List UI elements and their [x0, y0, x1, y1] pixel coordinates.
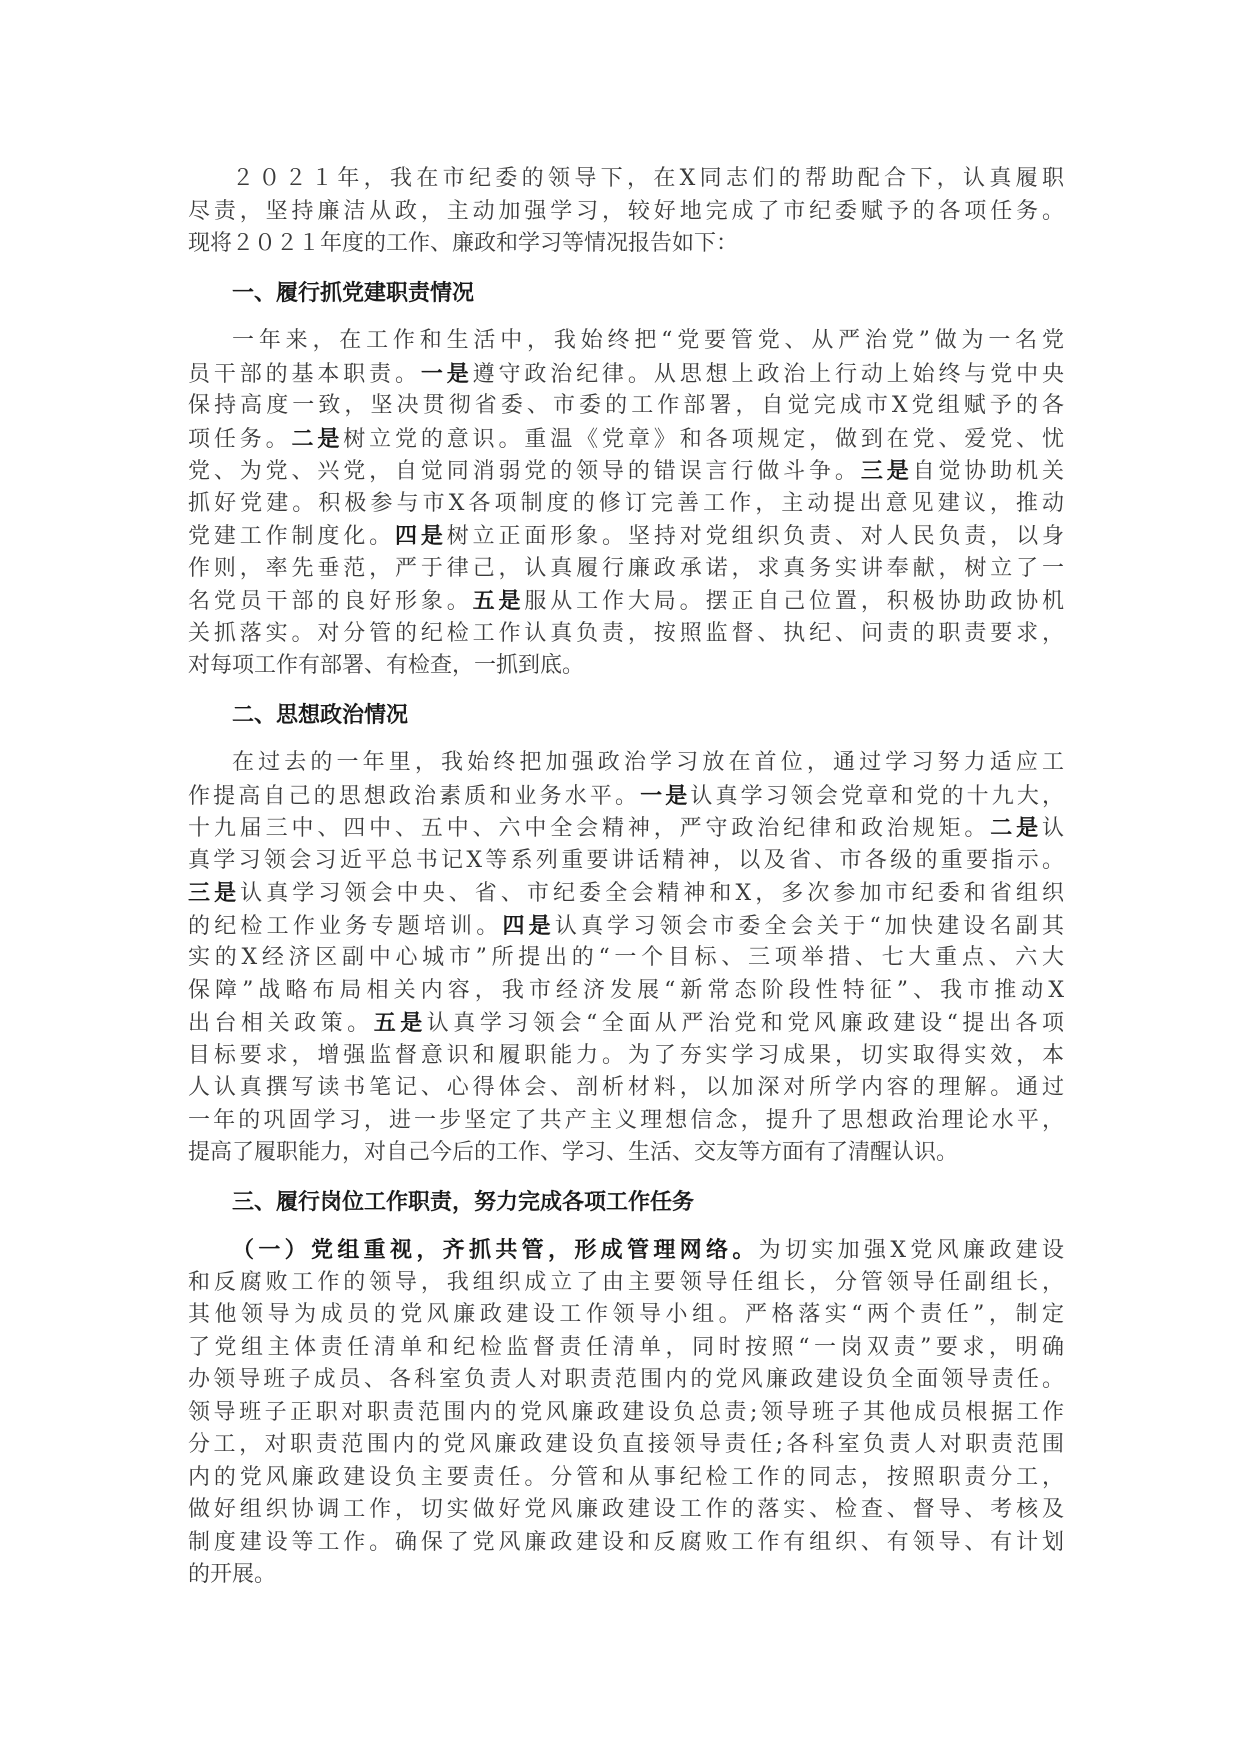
text-segment: 树立党的意识。重温《党章》和各项规定，做到在党、爱党、忧	[343, 426, 1064, 452]
text-segment: 办领导班子成员、各科室负责人对职责范围内的党风廉政建设负全面领导责任。	[188, 1367, 1064, 1392]
bold-text: 三是	[860, 458, 913, 484]
text-line	[188, 1462, 1064, 1495]
text-segment: 现将２０２１年度的工作、廉政和学习等情况报告如下：	[188, 231, 739, 256]
text-segment: 树立正面形象。坚持对党组织负责、对人民负责，以身	[446, 524, 1064, 549]
text-segment: 目标要求，增强监督意识和履职能力。为了夯实学习成果，切实取得实效，本	[188, 1042, 1064, 1068]
text-segment: 一年来，在工作和生活中，我始终把“党要管党、从严治党”做为一名党	[232, 328, 1064, 353]
text-segment: 和反腐败工作的领导，我组织成立了由主要领导任组长，分管领导任副组长，	[188, 1269, 1064, 1295]
text-segment: 作则，率先垂范，严于律己，认真履行廉政承诺，求真务实讲奉献，树立了一	[188, 555, 1064, 581]
section-heading: 二、思想政治情况	[232, 701, 409, 728]
text-segment: 名党员干部的良好形象。	[188, 589, 473, 614]
text-line	[188, 358, 1064, 391]
text-line	[188, 1559, 1064, 1592]
text-segment: 认真学习领会中央、省、市纪委全会精神和X，多次参加市纪委和省组织	[240, 881, 1064, 906]
text-segment: 遵守政治纪律。从思想上政治上行动上始终与党中央	[472, 361, 1064, 387]
text-segment: 了党组主体责任清单和纪检监督责任清单，同时按照“一岗双责”要求，明确	[188, 1334, 1064, 1360]
bold-text: 五是	[472, 588, 525, 614]
text-segment: 为切实加强X党风廉政建设	[758, 1238, 1064, 1263]
text-segment: 认真学习领会市委全会关于“加快建设名副其	[554, 913, 1064, 939]
text-segment: 出台相关政策。	[188, 1011, 374, 1036]
bold-text: 五是	[373, 1010, 427, 1036]
text-segment: ２０２１年，我在市纪委的领导下，在X同志们的帮助配合下，认真履职	[232, 166, 1064, 191]
text-segment: 认	[1041, 816, 1064, 841]
text-segment: 对每项工作有部署、有检查，一抓到底。	[188, 653, 585, 678]
text-line	[188, 780, 1064, 813]
paragraph	[188, 747, 1064, 1170]
text-segment: 的开展。	[188, 1562, 277, 1587]
text-segment: 党建工作制度化。	[188, 524, 396, 549]
text-segment: 作提高自己的思想政治素质和业务水平。	[188, 783, 641, 809]
text-segment: 领导班子正职对职责范围内的党风廉政建设负总责;领导班子其他成员根据工作	[188, 1399, 1064, 1425]
text-line	[188, 1364, 1064, 1397]
document-page	[188, 163, 1064, 1592]
text-segment: 抓好党建。积极参与市X各项制度的修订完善工作，主动提出意见建议，推动	[188, 490, 1064, 516]
text-line	[188, 228, 1064, 261]
text-segment: 制度建设等工作。确保了党风廉政建设和反腐败工作有组织、有领导、有计划	[188, 1529, 1064, 1555]
text-line	[188, 1332, 1064, 1365]
text-line	[188, 163, 1064, 196]
text-segment: 员干部的基本职责。	[188, 361, 421, 387]
text-line	[188, 845, 1064, 878]
text-segment: 的纪检工作业务专题培训。	[188, 913, 503, 939]
text-line	[188, 1234, 1064, 1267]
text-segment: 自觉协助机关	[912, 459, 1064, 484]
text-segment: 项任务。	[188, 426, 292, 452]
text-line	[188, 390, 1064, 423]
text-line	[188, 1299, 1064, 1332]
text-line	[188, 910, 1064, 943]
text-line	[188, 455, 1064, 488]
text-line	[188, 1040, 1064, 1073]
text-line	[188, 747, 1064, 780]
text-segment: 其他领导为成员的党风廉政建设工作领导小组。严格落实“两个责任”，制定	[188, 1302, 1064, 1327]
text-segment: 人认真撰写读书笔记、心得体会、剖析材料，以加深对所学内容的理解。通过	[188, 1075, 1064, 1100]
text-segment: 做好组织协调工作，切实做好党风廉政建设工作的落实、检查、督导、考核及	[188, 1497, 1064, 1522]
text-line	[188, 618, 1064, 651]
text-line	[188, 1267, 1064, 1300]
section-heading: 三、履行岗位工作职责，努力完成各项工作任务	[232, 1188, 695, 1215]
text-line	[188, 1137, 1064, 1170]
section-heading: 一、履行抓党建职责情况	[232, 279, 475, 306]
text-line	[188, 325, 1064, 358]
bold-text: 二是	[990, 815, 1042, 841]
text-segment: 关抓落实。对分管的纪检工作认真负责，按照监督、执纪、问责的职责要求，	[188, 620, 1064, 646]
text-line	[188, 1007, 1064, 1040]
text-segment: 保障”战略布局相关内容，我市经济发展“新常态阶段性特征”、我市推动X	[188, 977, 1064, 1003]
bold-text: 一是	[640, 782, 691, 809]
text-segment: 保持高度一致，坚决贯彻省委、市委的工作部署，自觉完成市X党组赋予的各	[188, 393, 1064, 418]
text-segment: 提高了履职能力，对自己今后的工作、学习、生活、交友等方面有了清醒认识。	[188, 1140, 959, 1165]
text-line	[188, 423, 1064, 456]
text-line	[188, 1527, 1064, 1560]
paragraph	[188, 163, 1064, 261]
text-line	[188, 1429, 1064, 1462]
bold-text: 三是	[188, 880, 241, 906]
bold-text: 四是	[395, 523, 447, 549]
bold-text: 一是	[420, 360, 473, 387]
text-segment: 十九届三中、四中、五中、六中全会精神，严守政治纪律和政治规矩。	[188, 816, 991, 841]
text-line	[188, 650, 1064, 683]
text-line	[188, 1105, 1064, 1138]
paragraph	[188, 1234, 1064, 1592]
text-line	[188, 877, 1064, 910]
text-line	[188, 812, 1064, 845]
text-line	[188, 1494, 1064, 1527]
text-segment: 尽责，坚持廉洁从政，主动加强学习，较好地完成了市纪委赋予的各项任务。	[188, 198, 1064, 224]
text-segment: 内的党风廉政建设负主要责任。分管和从事纪检工作的同志，按照职责分工，	[188, 1464, 1064, 1490]
text-line	[188, 585, 1064, 618]
text-line	[188, 553, 1064, 586]
text-segment: 党、为党、兴党，自觉同消弱党的领导的错误言行做斗争。	[188, 459, 861, 484]
text-segment: 分工，对职责范围内的党风廉政建设负直接领导责任;各科室负责人对职责范围	[188, 1432, 1064, 1457]
text-line	[188, 1072, 1064, 1105]
text-segment: 认真学习领会“全面从严治党和党风廉政建设“提出各项	[426, 1011, 1064, 1036]
text-segment: 认真学习领会党章和党的十九大，	[690, 783, 1064, 809]
text-segment: 实的X经济区副中心城市”所提出的“一个目标、三项举措、七大重点、六大	[188, 945, 1064, 970]
text-segment: 服从工作大局。摆正自己位置，积极协助政协机	[524, 589, 1064, 614]
text-line	[188, 975, 1064, 1008]
text-line	[188, 520, 1064, 553]
text-segment: 在过去的一年里，我始终把加强政治学习放在首位，通过学习努力适应工	[232, 750, 1064, 775]
bold-text: 二是	[291, 425, 344, 452]
text-line	[188, 942, 1064, 975]
text-segment: 真学习领会习近平总书记X等系列重要讲话精神，以及省、市各级的重要指示。	[188, 847, 1064, 873]
text-segment: 一年的巩固学习，进一步坚定了共产主义理想信念，提升了思想政治理论水平，	[188, 1107, 1064, 1133]
bold-text: 四是	[502, 912, 555, 939]
text-line	[188, 1397, 1064, 1430]
text-line	[188, 196, 1064, 229]
paragraph	[188, 325, 1064, 683]
bold-text: （一）党组重视，齐抓共管，形成管理网络。	[232, 1237, 759, 1263]
text-line	[188, 488, 1064, 521]
